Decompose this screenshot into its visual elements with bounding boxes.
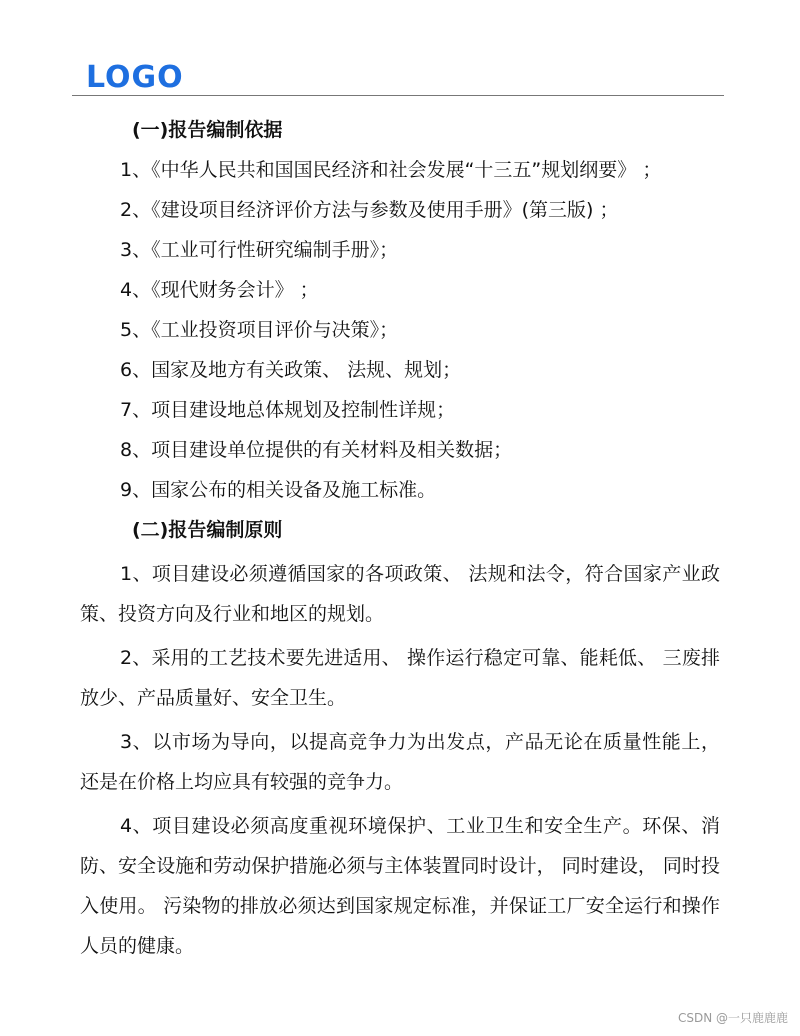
list-item: 1、《中华人民共和国国民经济和社会发展“十三五”规划纲要》 ； <box>120 159 662 181</box>
watermark: CSDN @一只鹿鹿鹿 <box>677 1011 788 1025</box>
list-item: 3、《工业可行性研究编制手册》； <box>120 239 399 261</box>
logo: LOGO <box>86 60 184 95</box>
section-title-principles: (二)报告编制原则 <box>132 519 283 541</box>
document-body <box>80 110 720 966</box>
list-item: 4、《现代财务会计》 ； <box>120 279 319 301</box>
section-title-basis: (一)报告编制依据 <box>132 119 283 141</box>
principle-paragraph: 2、采用的工艺技术要先进适用、 操作运行稳定可靠、能耗低、 三废排放少、产品质量好、安全卫生。 <box>80 647 720 709</box>
list-item: 6、国家及地方有关政策、 法规、规划； <box>120 359 462 381</box>
list-item: 8、项目建设单位提供的有关材料及相关数据； <box>120 439 513 461</box>
list-item: 5、《工业投资项目评价与决策》； <box>120 319 399 341</box>
principle-paragraph: 1、项目建设必须遵循国家的各项政策、 法规和法令，符合国家产业政策、投资方向及行业和地区的规划。 <box>80 563 720 625</box>
header-divider <box>72 95 724 96</box>
list-item: 7、项目建设地总体规划及控制性详规； <box>120 399 456 421</box>
list-item: 2、《建设项目经济评价方法与参数及使用手册》(第三版) ； <box>120 199 619 221</box>
list-item: 9、国家公布的相关设备及施工标准。 <box>120 479 437 501</box>
principle-paragraph: 3、以市场为导向，以提高竞争力为出发点，产品无论在质量性能上，还是在价格上均应具有较强的竞争力。 <box>80 731 720 793</box>
principle-paragraph: 4、项目建设必须高度重视环境保护、工业卫生和安全生产。环保、消防、安全设施和劳动保护措施必须与主体装置同时设计， 同时建设， 同时投入使用。 污染物的排放必须达到国家规定标准，并保证工厂安全运行和操作人员的健康。 <box>80 815 720 957</box>
